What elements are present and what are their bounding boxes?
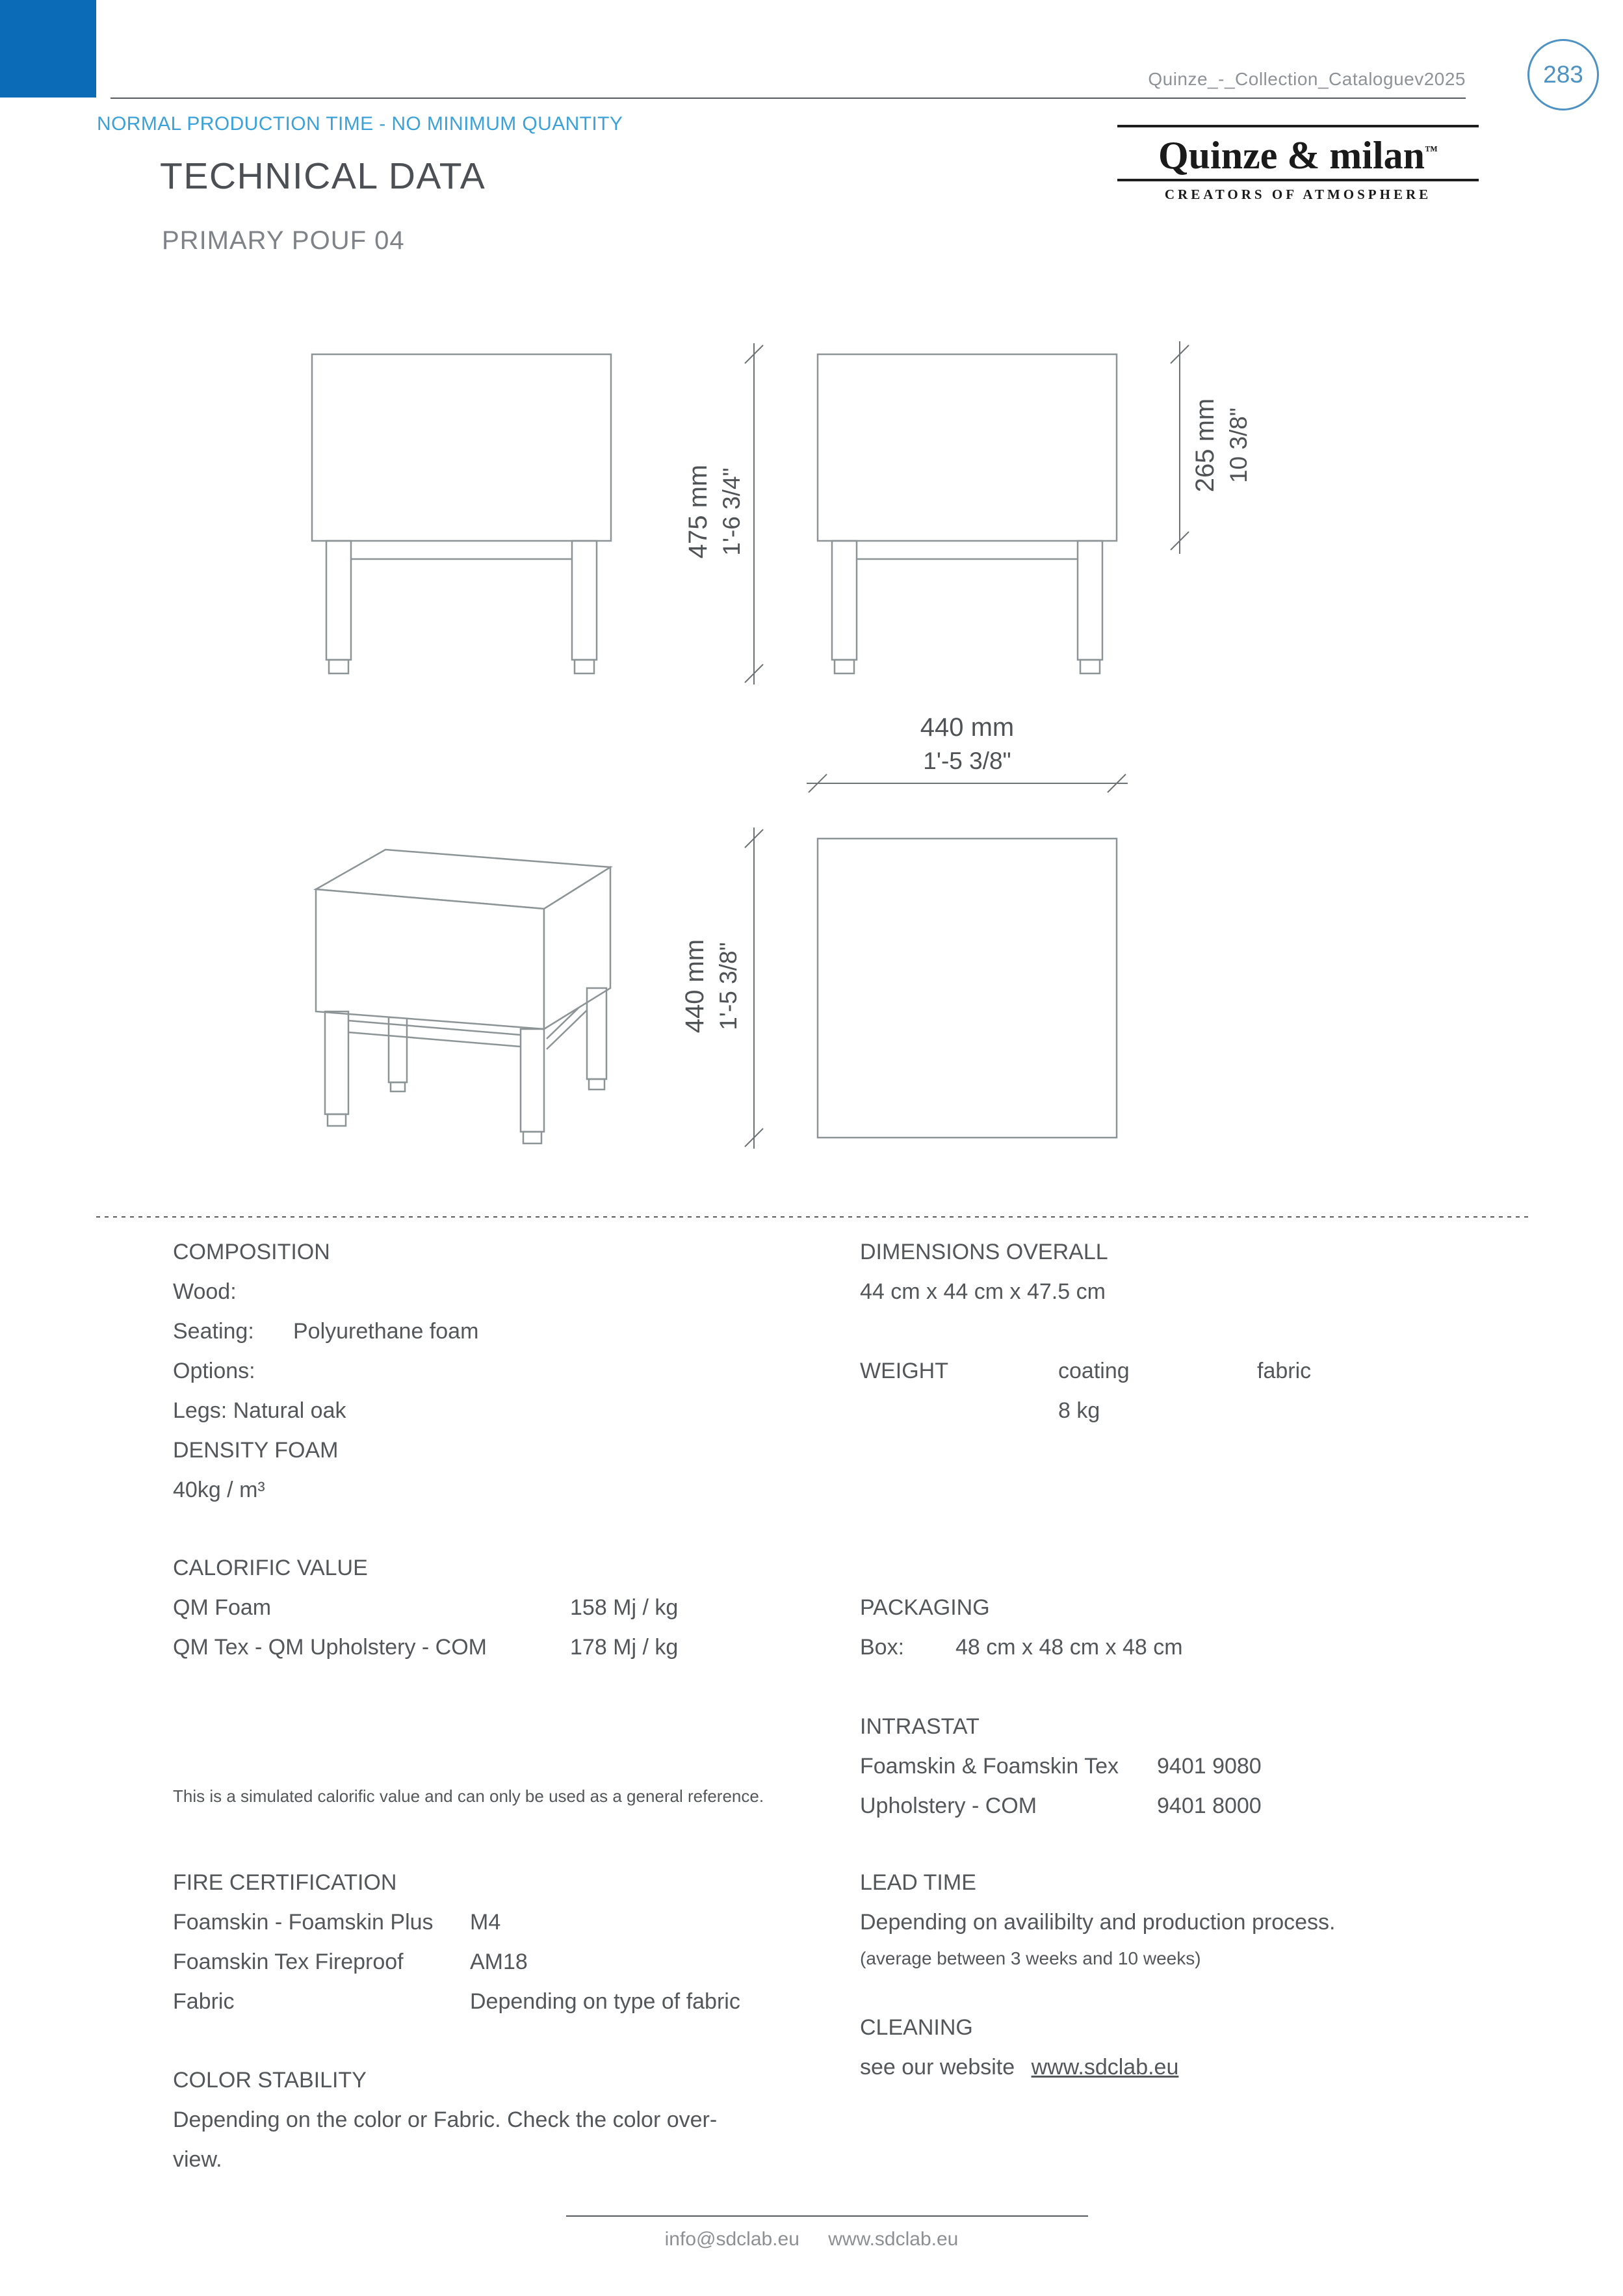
footer-contact [0,2228,1623,2250]
seat-height-dimension-label [1188,341,1256,549]
composition-section [173,1233,479,1510]
product-name: PRIMARY POUF 04 [162,226,405,255]
calorific-value: 178 Mj / kg [570,1635,679,1660]
dimensions-overall-title: DIMENSIONS OVERALL [860,1240,1108,1264]
color-stability-title: COLOR STABILITY [173,2068,367,2093]
brand-tagline: CREATORS OF ATMOSPHERE [1164,187,1432,202]
front-view-drawing [312,354,611,673]
composition-legs: Legs: Natural oak [173,1398,346,1423]
fire-value: M4 [470,1910,501,1935]
production-time-note: NORMAL PRODUCTION TIME - NO MINIMUM QUANTITY [97,113,623,135]
weight-header-row [860,1351,1312,1391]
fire-label: Foamskin Tex Fireproof [173,1950,404,1974]
packaging-row [860,1628,1183,1667]
depth-dimension-label [678,882,746,1090]
lead-time-note: (average between 3 weeks and 10 weeks) [860,1948,1201,1968]
depth-mm: 440 mm [681,939,709,1034]
catalog-reference: Quinze_-_Collection_Cataloguev2025 [1148,69,1466,89]
calorific-row [173,1628,679,1667]
composition-options: Options: [173,1359,255,1383]
calorific-disclaimer-note: This is a simulated calorific value and can only be used as a general reference. [173,1786,764,1806]
isometric-view-drawing [316,850,610,1143]
page-number-badge [1527,39,1599,111]
weight-fabric-label: fabric [1257,1359,1312,1383]
width-dimension-label [837,711,1097,778]
intrastat-section [860,1707,1262,1826]
intrastat-title: INTRASTAT [860,1714,980,1739]
color-stability-line1: Depending on the color or Fabric. Check the color over- [173,2107,718,2132]
composition-wood: Wood: [173,1279,237,1304]
logo-rule-bottom [1117,179,1479,181]
width-imperial: 1'-5 3/8" [923,748,1011,774]
fire-certification-row [173,1903,501,1942]
brand-name-text: Quinze & milan [1158,134,1425,177]
dimensions-overall-section [860,1233,1108,1312]
depth-dimension-line [745,828,763,1149]
technical-drawings [0,338,1623,1216]
height-imperial: 1'-6 3/4" [718,467,745,556]
depth-imperial: 1'-5 3/8" [715,942,742,1030]
side-view-drawing [818,354,1117,673]
cleaning-title: CLEANING [860,2015,973,2040]
cleaning-section [860,2008,1178,2087]
footer-rule [566,2215,1088,2217]
section-divider [96,1216,1529,1218]
intrastat-label: Upholstery - COM [860,1794,1037,1818]
composition-seating [173,1312,479,1351]
brand-name [1117,127,1479,179]
color-stability-section [173,2061,717,2180]
brand-logo [1117,125,1479,203]
website-link[interactable]: www.sdclab.eu [1031,2055,1179,2080]
fire-certification-row [173,1942,528,1982]
density-foam-title: DENSITY FOAM [173,1438,339,1463]
lead-time-text: Depending on availibilty and production process. [860,1910,1336,1935]
cleaning-text: see our website [860,2055,1015,2080]
seat-height-imperial: 10 3/8" [1225,408,1252,484]
header-rule [110,98,1466,99]
weight-title: WEIGHT [860,1359,948,1383]
page-title: TECHNICAL DATA [160,155,486,197]
intrastat-row [860,1747,1262,1786]
fire-label: Foamskin - Foamskin Plus [173,1910,434,1935]
calorific-label: QM Foam [173,1595,272,1620]
footer-website: www.sdclab.eu [828,2228,959,2250]
intrastat-row [860,1786,1262,1826]
intrastat-label: Foamskin & Foamskin Tex [860,1754,1119,1779]
height-dimension-label [681,408,749,616]
page-number: 283 [1543,61,1583,88]
seating-value: Polyurethane foam [293,1319,479,1344]
packaging-box-label: Box: [860,1635,905,1660]
weight-section [860,1351,1312,1423]
seating-label: Seating: [173,1319,254,1344]
composition-title: COMPOSITION [173,1240,330,1264]
fire-certification-section [173,1863,740,2022]
seat-height-dimension-line [1171,341,1189,554]
height-mm: 475 mm [684,464,712,559]
fire-value: Depending on type of fabric [470,1989,740,2014]
cleaning-row [860,2048,1178,2087]
color-stability-line2: view. [173,2147,222,2172]
width-mm: 440 mm [920,713,1015,742]
fire-certification-row [173,1982,740,2022]
weight-coating-label: coating [1058,1359,1130,1383]
calorific-row [173,1588,679,1628]
calorific-value-title: CALORIFIC VALUE [173,1556,368,1580]
calorific-label: QM Tex - QM Upholstery - COM [173,1635,487,1660]
density-foam-value: 40kg / m³ [173,1478,265,1502]
packaging-box-value: 48 cm x 48 cm x 48 cm [955,1635,1183,1660]
fire-certification-title: FIRE CERTIFICATION [173,1870,397,1895]
fire-label: Fabric [173,1989,235,2014]
seat-height-mm: 265 mm [1191,398,1219,493]
calorific-value: 158 Mj / kg [570,1595,679,1620]
packaging-title: PACKAGING [860,1595,990,1620]
intrastat-code: 9401 8000 [1157,1794,1262,1818]
calorific-value-section [173,1548,679,1667]
packaging-section [860,1588,1183,1667]
dimensions-overall-value: 44 cm x 44 cm x 47.5 cm [860,1279,1106,1304]
weight-value: 8 kg [1058,1398,1100,1423]
trademark-symbol: ™ [1425,144,1438,158]
top-view-drawing [818,839,1117,1138]
lead-time-section [860,1863,1335,1975]
fire-value: AM18 [470,1950,528,1974]
intrastat-code: 9401 9080 [1157,1754,1262,1779]
corner-accent-square [0,0,96,98]
lead-time-title: LEAD TIME [860,1870,976,1895]
footer-email: info@sdclab.eu [664,2228,799,2250]
